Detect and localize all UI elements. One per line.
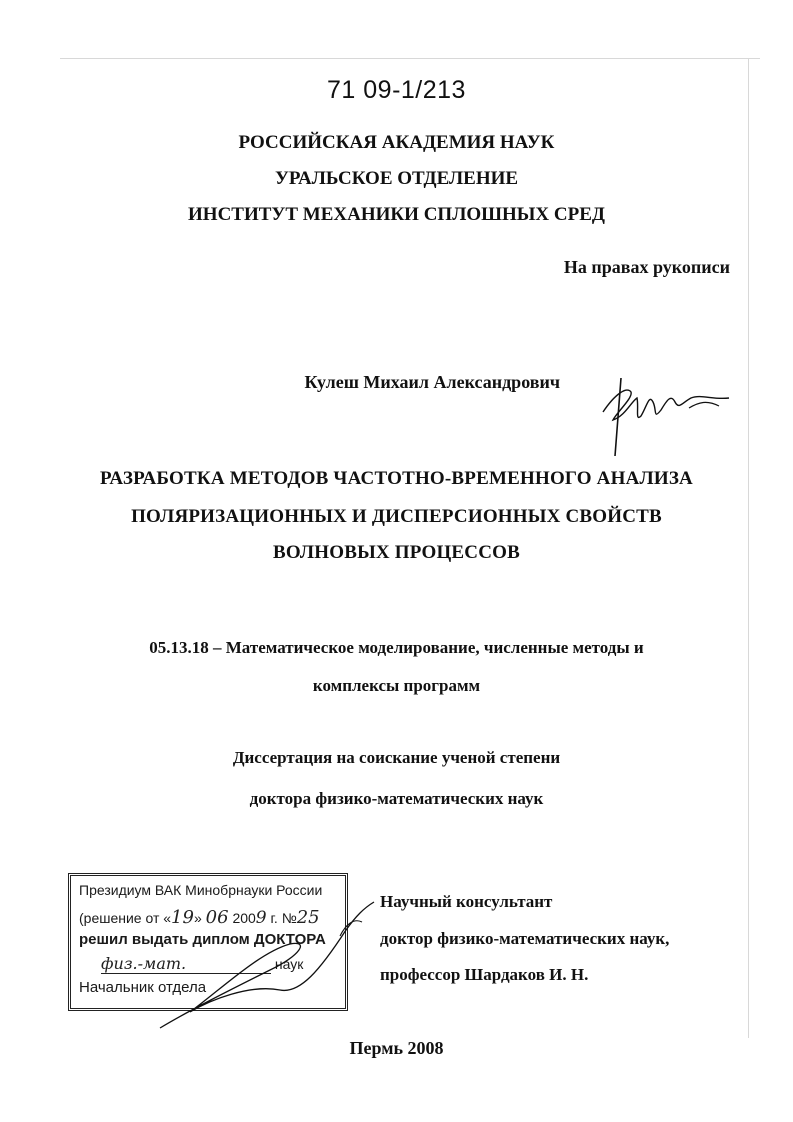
author-signature — [595, 372, 735, 462]
degree-line2: доктора физико-математических наук — [249, 789, 544, 808]
stamp-line-award: решил выдать диплом ДОКТОРА — [79, 931, 326, 948]
degree-line1: Диссертация на соискание ученой степени — [232, 748, 561, 767]
author-name: Кулеш Михаил Александрович — [304, 372, 560, 392]
catalog-code: 71 09-1/213 — [327, 76, 466, 104]
place-year: Пермь 2008 — [349, 1038, 444, 1058]
stamp-number-label: г. № — [270, 910, 297, 926]
stamp-number-value: 25 — [296, 907, 320, 928]
thesis-title-line1: РАЗРАБОТКА МЕТОДОВ ЧАСТОТНО-ВРЕМЕННОГО АНАЛИЗА — [100, 468, 693, 489]
stamp-date-sep: » — [193, 910, 202, 926]
stamp-field-handwritten: физ.-мат. — [101, 954, 271, 974]
specialty-line2: комплексы программ — [312, 676, 481, 695]
stamp-line-head: Начальник отдела — [79, 979, 207, 996]
stamp-signature — [150, 900, 380, 1040]
stamp-year-prefix: 200 — [232, 910, 256, 926]
thesis-title-line3: ВОЛНОВЫХ ПРОЦЕССОВ — [272, 542, 521, 563]
org-line-branch: УРАЛЬСКОЕ ОТДЕЛЕНИЕ — [274, 168, 519, 189]
stamp-date-month: 06 — [205, 907, 229, 928]
manuscript-note: На правах рукописи — [563, 257, 730, 277]
stamp-date-day: 19 — [171, 907, 194, 928]
consultant-label: Научный консультант — [380, 892, 553, 911]
specialty-line1: 05.13.18 – Математическое моделирование, численные методы и — [149, 638, 644, 657]
stamp-line-presidium: Президиум ВАК Минобрнауки России — [79, 882, 323, 898]
stamp-decision-prefix: (решение от « — [79, 910, 172, 926]
consultant-name: профессор Шардаков И. Н. — [380, 965, 589, 984]
stamp-year-digit: 9 — [255, 908, 267, 928]
scan-edge-top — [60, 58, 760, 59]
stamp-field-suffix: наук — [274, 956, 304, 972]
org-line-academy: РОССИЙСКАЯ АКАДЕМИЯ НАУК — [238, 132, 555, 153]
consultant-degree: доктор физико-математических наук, — [380, 929, 670, 948]
thesis-title-line2: ПОЛЯРИЗАЦИОННЫХ И ДИСПЕРСИОННЫХ СВОЙСТВ — [131, 506, 662, 527]
org-line-institute: ИНСТИТУТ МЕХАНИКИ СПЛОШНЫХ СРЕД — [188, 204, 605, 225]
